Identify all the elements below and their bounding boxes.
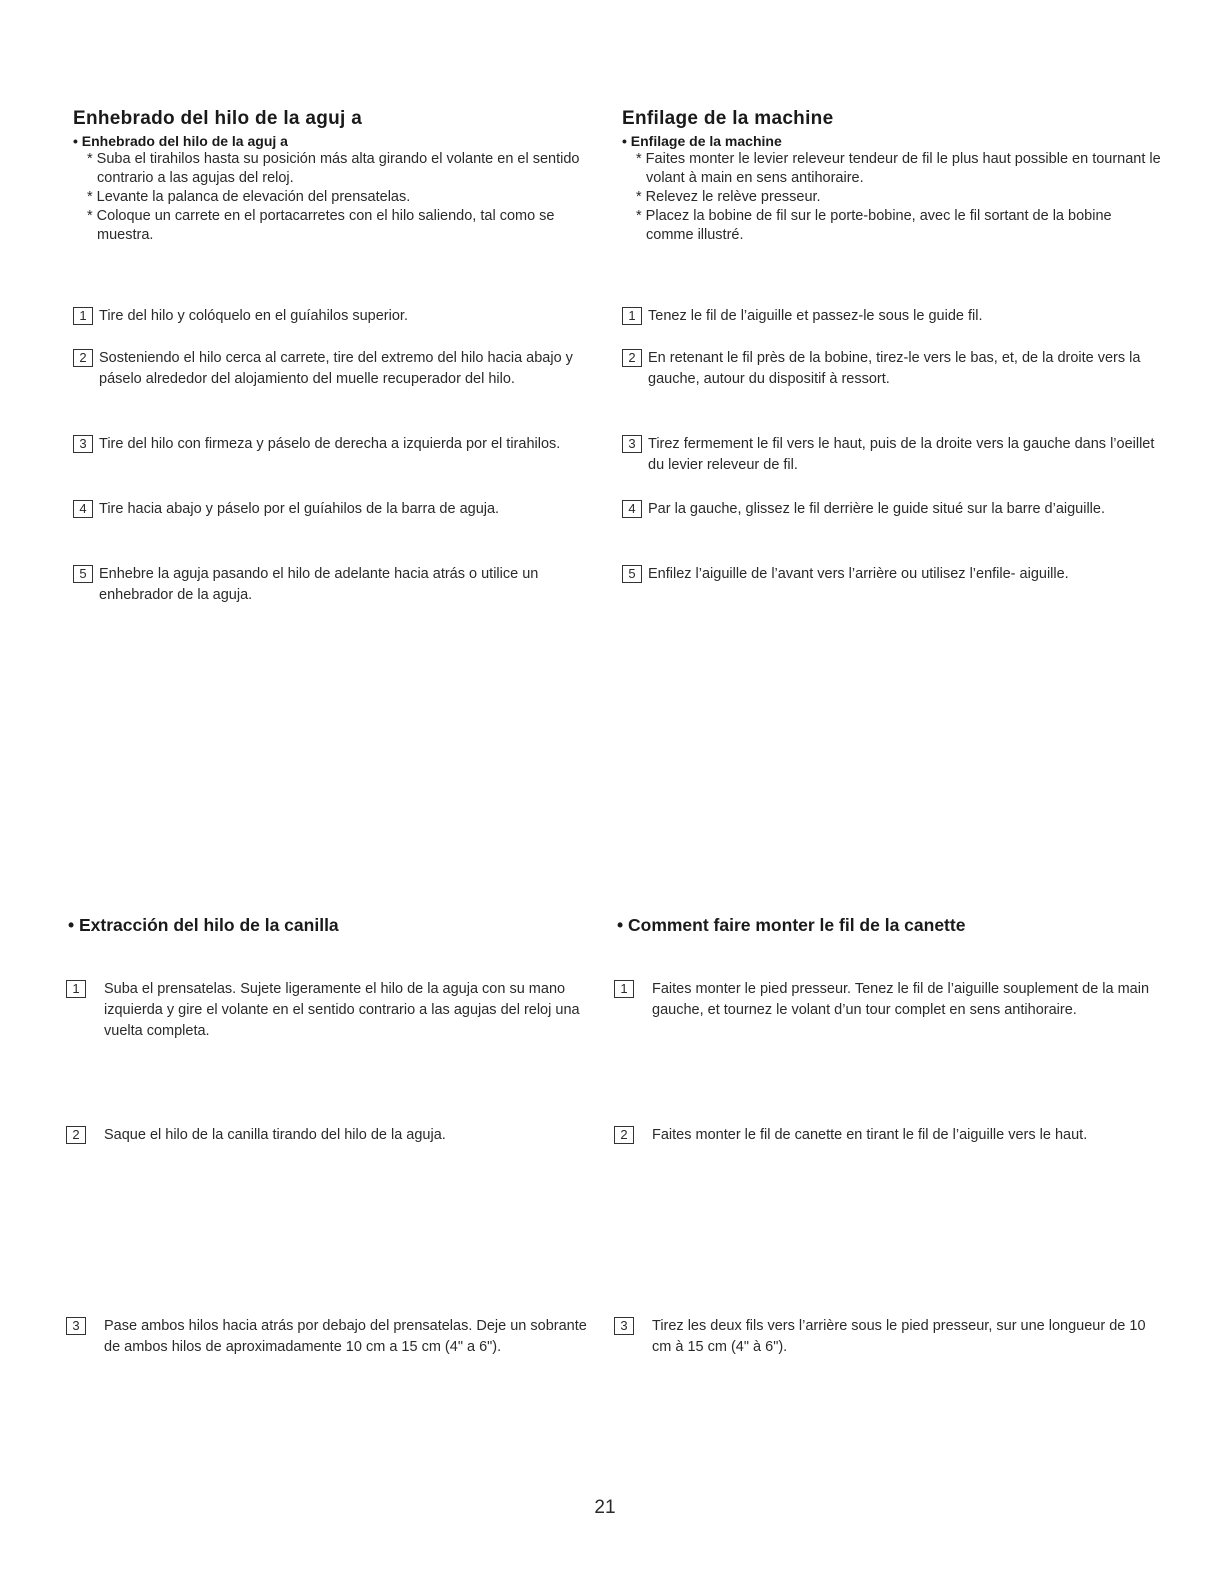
right-s2-step-3 [614, 1316, 1154, 1358]
left-step-1 [73, 306, 613, 327]
step-number: 1 [614, 980, 634, 998]
step-text: Sosteniendo el hilo cerca al carrete, tire del extremo del hilo hacia abajo y páselo alrededor del alojamiento del muelle recuperador del hilo. [99, 350, 573, 387]
left-note-3: * Coloque un carrete en el portacarretes con el hilo saliendo, tal como se muestra. [87, 208, 555, 243]
left-title: Enhebrado del hilo de la aguj a [73, 108, 363, 129]
left-s2-step-1 [66, 979, 606, 1042]
step-text: Tire hacia abajo y páselo por el guíahilos de la barra de aguja. [99, 501, 500, 517]
step-number: 5 [622, 565, 642, 583]
left-step-5 [73, 564, 613, 606]
step-number: 5 [73, 565, 93, 583]
step-text: Tire del hilo con firmeza y páselo de derecha a izquierda por el tirahilos. [99, 436, 561, 452]
left-section2-title: • Extracción del hilo de la canilla [68, 915, 339, 935]
step-text: Suba el prensatelas. Sujete ligeramente el hilo de la aguja con su mano izquierda y gire el volante en el sentido contrario a las agujas del reloj una vuelta completa. [104, 981, 580, 1039]
step-number: 1 [622, 307, 642, 325]
step-text: Faites monter le fil de canette en tirant le fil de l’aiguille vers le haut. [652, 1127, 1088, 1143]
step-text: En retenant le fil près de la bobine, tirez-le vers le bas, et, de la droite vers la gauche, autour du dispositif à ressort. [648, 350, 1141, 387]
step-number: 2 [622, 349, 642, 367]
left-step-4 [73, 499, 613, 520]
left-step-3 [73, 434, 613, 455]
right-note-1: * Faites monter le levier releveur tendeur de fil le plus haut possible en tournant le volant à main en sens antihoraire. [636, 151, 1161, 186]
left-note-1: * Suba el tirahilos hasta su posición más alta girando el volante en el sentido contrario a las agujas del reloj. [87, 151, 580, 186]
step-number: 4 [73, 500, 93, 518]
step-text: Par la gauche, glissez le fil derrière le guide situé sur la barre d’aiguille. [648, 501, 1105, 517]
right-step-5 [622, 564, 1162, 585]
step-text: Enfilez l’aiguille de l’avant vers l’arrière ou utilisez l’enfile- aiguille. [648, 566, 1069, 582]
right-title: Enfilage de la machine [622, 108, 834, 129]
step-number: 1 [73, 307, 93, 325]
step-text: Saque el hilo de la canilla tirando del hilo de la aguja. [104, 1127, 446, 1143]
right-step-1 [622, 306, 1162, 327]
step-number: 3 [614, 1317, 634, 1335]
left-s2-step-3 [66, 1316, 606, 1358]
step-text: Tirez les deux fils vers l’arrière sous le pied presseur, sur une longueur de 10 cm à 15 cm (4" à 6"). [652, 1318, 1146, 1355]
right-section2-title: • Comment faire monter le fil de la canette [617, 915, 966, 935]
step-text: Tire del hilo y colóquelo en el guíahilos superior. [99, 308, 408, 324]
left-subtitle: • Enhebrado del hilo de la aguj a [73, 133, 288, 149]
step-text: Tirez fermement le fil vers le haut, puis de la droite vers la gauche dans l’oeillet du levier releveur de fil. [648, 436, 1155, 473]
left-s2-step-2 [66, 1125, 606, 1146]
step-number: 4 [622, 500, 642, 518]
right-note-2: * Relevez le relève presseur. [636, 189, 821, 205]
step-number: 3 [622, 435, 642, 453]
left-step-2 [73, 348, 613, 390]
page-number: 21 [594, 1497, 616, 1518]
right-s2-step-1 [614, 979, 1154, 1021]
step-number: 2 [66, 1126, 86, 1144]
right-column [622, 108, 1162, 245]
left-note-2: * Levante la palanca de elevación del prensatelas. [87, 189, 411, 205]
step-number: 3 [73, 435, 93, 453]
right-step-3 [622, 434, 1162, 476]
right-subtitle: • Enfilage de la machine [622, 133, 782, 149]
step-number: 1 [66, 980, 86, 998]
left-column [73, 108, 613, 245]
right-step-2 [622, 348, 1162, 390]
step-number: 2 [614, 1126, 634, 1144]
step-text: Tenez le fil de l’aiguille et passez-le sous le guide fil. [648, 308, 983, 324]
step-text: Faites monter le pied presseur. Tenez le fil de l’aiguille souplement de la main gauche, et tournez le volant d’un tour complet en sens antihoraire. [652, 981, 1150, 1018]
step-number: 3 [66, 1317, 86, 1335]
right-s2-step-2 [614, 1125, 1154, 1146]
right-note-3: * Placez la bobine de fil sur le porte-bobine, avec le fil sortant de la bobine comme illustré. [636, 208, 1112, 243]
step-text: Pase ambos hilos hacia atrás por debajo del prensatelas. Deje un sobrante de ambos hilos de aproximadamente 10 cm a 15 cm (4" a 6"). [104, 1318, 587, 1355]
step-text: Enhebre la aguja pasando el hilo de adelante hacia atrás o utilice un enhebrador de la aguja. [99, 566, 539, 603]
right-step-4 [622, 499, 1162, 520]
step-number: 2 [73, 349, 93, 367]
